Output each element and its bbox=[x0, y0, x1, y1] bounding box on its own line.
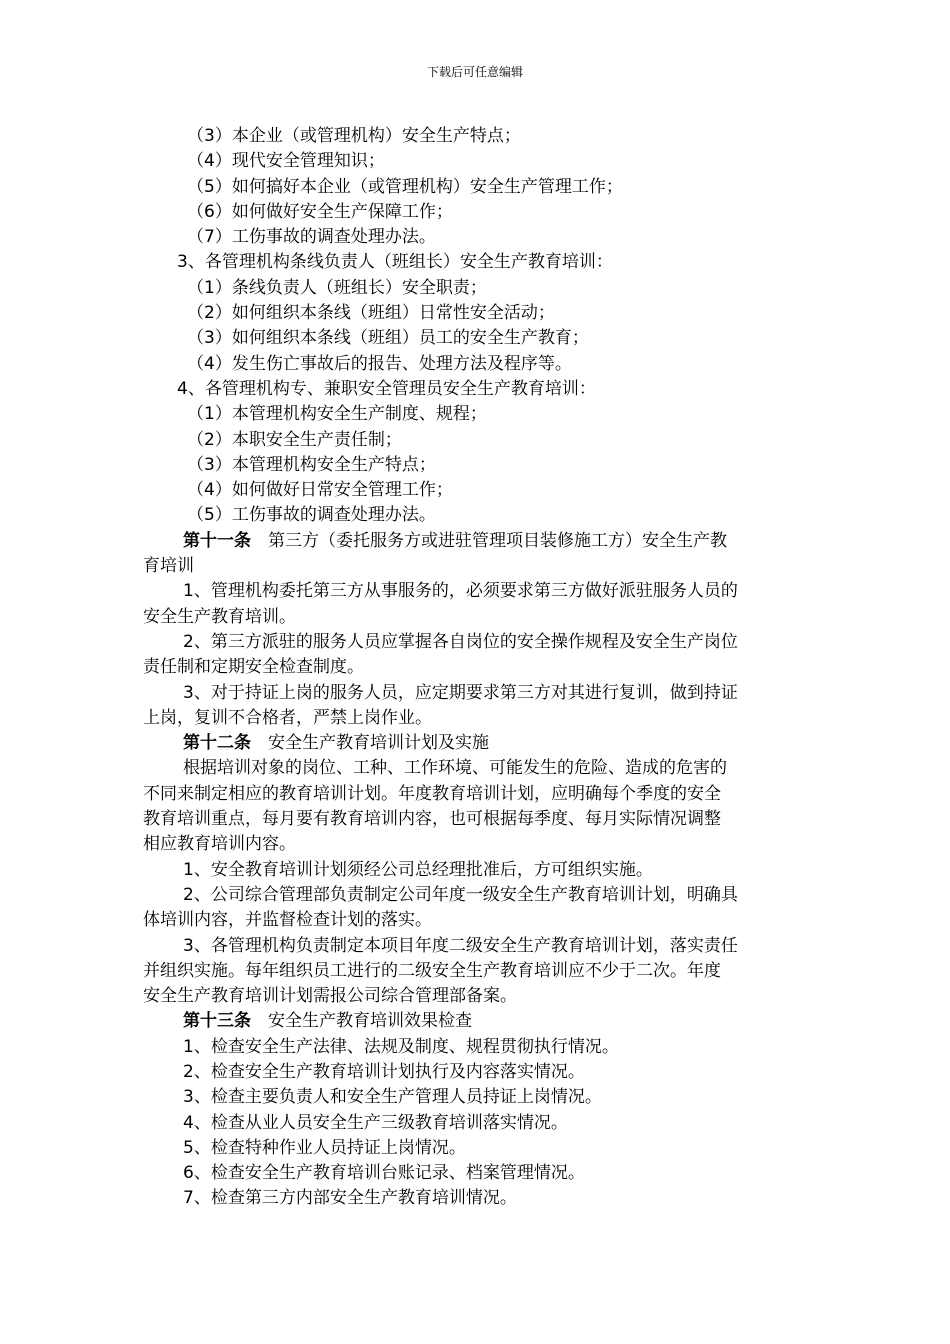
list-item: 2、检查安全生产教育培训计划执行及内容落实情况。 bbox=[183, 1061, 585, 1082]
paragraph-line: 2、第三方派驻的服务人员应掌握各自岗位的安全操作规程及安全生产岗位 bbox=[183, 631, 738, 652]
list-item: （6）如何做好安全生产保障工作； bbox=[187, 201, 453, 222]
list-item: （1）本管理机构安全生产制度、规程； bbox=[187, 404, 487, 425]
list-item: （4）如何做好日常安全管理工作； bbox=[187, 480, 453, 501]
article-heading bbox=[143, 731, 808, 756]
paragraph-line: 3、对于持证上岗的服务人员，应定期要求第三方对其进行复训，做到持证 bbox=[183, 682, 738, 703]
list-item: 1、检查安全生产法律、法规及制度、规程贯彻执行情况。 bbox=[183, 1036, 619, 1057]
paragraph-line: 2、公司综合管理部负责制定公司年度一级安全生产教育培训计划，明确具 bbox=[183, 884, 738, 905]
paragraph-line: 1、管理机构委托第三方从事服务的，必须要求第三方做好派驻服务人员的 bbox=[183, 581, 738, 602]
page-header: 下载后可任意编辑 bbox=[426, 65, 523, 79]
list-item: 3、检查主要负责人和安全生产管理人员持证上岗情况。 bbox=[183, 1087, 602, 1108]
list-item: （7）工伤事故的调查处理办法。 bbox=[187, 227, 436, 248]
paragraph-line: 并组织实施。每年组织员工进行的二级安全生产教育培训应不少于二次。年度 bbox=[143, 960, 721, 981]
article-heading bbox=[143, 529, 808, 554]
paragraph-line: 安全生产教育培训计划需报公司综合管理部备案。 bbox=[143, 986, 517, 1007]
paragraph-line: 育培训 bbox=[143, 556, 194, 577]
list-item: 6、检查安全生产教育培训台账记录、档案管理情况。 bbox=[183, 1163, 585, 1184]
article-title: 第三方（委托服务方或进驻管理项目装修施工方）安全生产教 bbox=[251, 530, 727, 551]
list-item: （4）发生伤亡事故后的报告、处理方法及程序等。 bbox=[187, 353, 572, 374]
paragraph-line: 教育培训重点，每月要有教育培训内容，也可根据每季度、每月实际情况调整 bbox=[143, 809, 721, 830]
list-item: （3）如何组织本条线（班组）员工的安全生产教育； bbox=[187, 328, 589, 349]
list-item: （2）如何组织本条线（班组）日常性安全活动； bbox=[187, 303, 555, 324]
article-heading bbox=[143, 1009, 808, 1034]
paragraph-line: 体培训内容，并监督检查计划的落实。 bbox=[143, 910, 432, 931]
article-title: 安全生产教育培训计划及实施 bbox=[251, 733, 489, 754]
article-number: 第十一条 bbox=[183, 530, 251, 551]
list-item: （3）本管理机构安全生产特点； bbox=[187, 454, 436, 475]
list-item: 4、检查从业人员安全生产三级教育培训落实情况。 bbox=[183, 1112, 568, 1133]
article-number: 第十二条 bbox=[183, 733, 251, 754]
section-item: 3、各管理机构条线负责人（班组长）安全生产教育培训： bbox=[177, 252, 613, 273]
document-body bbox=[143, 124, 808, 1212]
article-title: 安全生产教育培训效果检查 bbox=[251, 1011, 472, 1032]
section-item: 4、各管理机构专、兼职安全管理员安全生产教育培训： bbox=[177, 378, 596, 399]
list-item: （1）条线负责人（班组长）安全职责； bbox=[187, 277, 487, 298]
paragraph-line: 上岗，复训不合格者，严禁上岗作业。 bbox=[143, 707, 432, 728]
list-item: （5）如何搞好本企业（或管理机构）安全生产管理工作； bbox=[187, 176, 623, 197]
list-item: 5、检查特种作业人员持证上岗情况。 bbox=[183, 1137, 466, 1158]
paragraph-line: 1、安全教育培训计划须经公司总经理批准后，方可组织实施。 bbox=[183, 859, 653, 880]
paragraph-line: 责任制和定期安全检查制度。 bbox=[143, 657, 364, 678]
list-item: （3）本企业（或管理机构）安全生产特点； bbox=[187, 126, 521, 146]
paragraph-line: 安全生产教育培训。 bbox=[143, 606, 296, 627]
list-item: （4）现代安全管理知识； bbox=[187, 151, 385, 172]
list-item: （5）工伤事故的调查处理办法。 bbox=[187, 505, 436, 526]
paragraph-line: 相应教育培训内容。 bbox=[143, 834, 296, 855]
list-item: （2）本职安全生产责任制； bbox=[187, 429, 402, 450]
article-number: 第十三条 bbox=[183, 1011, 251, 1032]
paragraph-line: 不同来制定相应的教育培训计划。年度教育培训计划，应明确每个季度的安全 bbox=[143, 783, 721, 804]
list-item: 7、检查第三方内部安全生产教育培训情况。 bbox=[183, 1188, 517, 1209]
paragraph-line: 3、各管理机构负责制定本项目年度二级安全生产教育培训计划，落实责任 bbox=[183, 935, 738, 956]
paragraph-line: 根据培训对象的岗位、工种、工作环境、可能发生的危险、造成的危害的 bbox=[183, 758, 727, 779]
